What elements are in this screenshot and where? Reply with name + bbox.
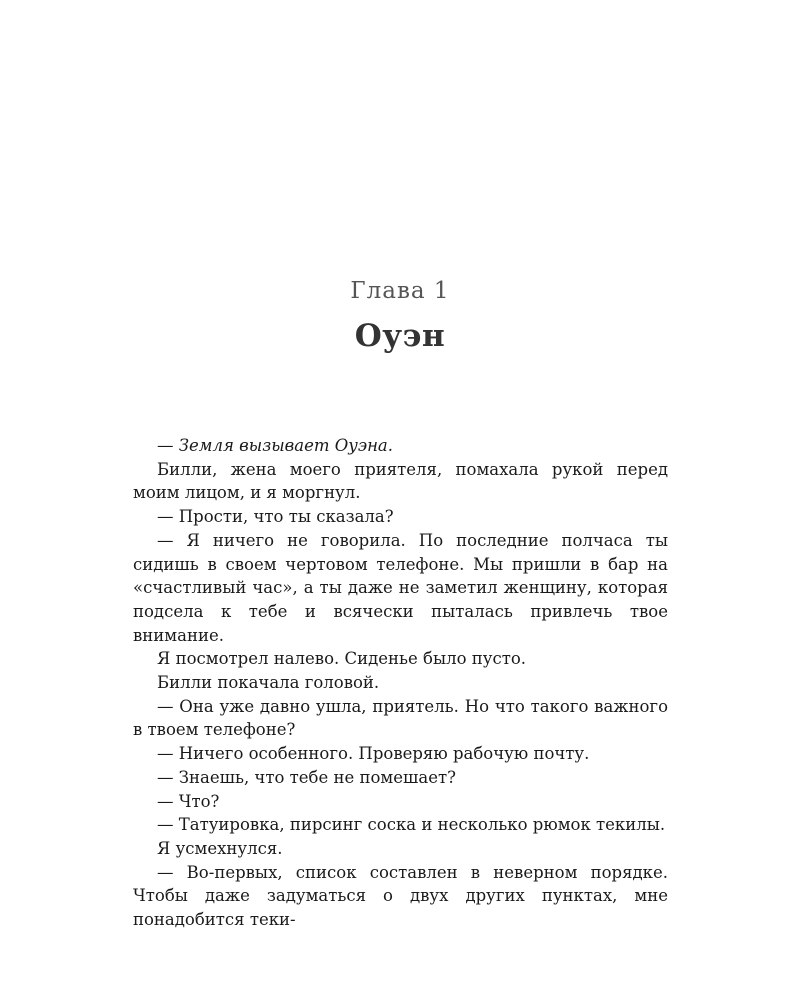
paragraph: Я посмотрел налево. Сиденье было пусто. xyxy=(157,649,527,669)
dash: — xyxy=(157,436,179,455)
paragraph: — Она уже давно ушла, приятель. Но что такого важного в твоем телефоне? xyxy=(133,696,668,740)
paragraph: — Во-первых, список составлен в неверном порядке. Чтобы даже задуматься о двух других пунктах, мне понадобится теки- xyxy=(133,862,668,930)
paragraph: — Я ничего не говорила. По последние полчаса ты сидишь в своем чертовом телефоне. Мы пришли в бар на «счастливый час», а ты даже не заметил женщину, которая подсела к тебе и всячески пыталась привлечь твое внимание. xyxy=(133,530,668,645)
paragraph: Билли, жена моего приятеля, помахала рукой перед моим лицом, и я моргнул. xyxy=(133,459,668,503)
paragraph: — Что? xyxy=(157,791,220,811)
chapter-label: Глава 1 xyxy=(350,278,450,304)
paragraph: — Знаешь, что тебе не помешает? xyxy=(157,767,456,787)
chapter-title: Оуэн xyxy=(354,318,446,354)
paragraph: Билли покачала головой. xyxy=(157,673,380,693)
paragraph: — Прости, что ты сказала? xyxy=(157,507,394,527)
paragraph: — Татуировка, пирсинг соска и несколько рюмок текилы. xyxy=(157,815,666,835)
paragraph: Я усмехнулся. xyxy=(157,838,283,858)
chapter-body xyxy=(133,434,668,932)
paragraph-text: Земля вызывает Оуэна. xyxy=(178,436,394,455)
paragraph: — Ничего особенного. Проверяю рабочую почту. xyxy=(157,744,590,764)
paragraph xyxy=(133,434,668,458)
